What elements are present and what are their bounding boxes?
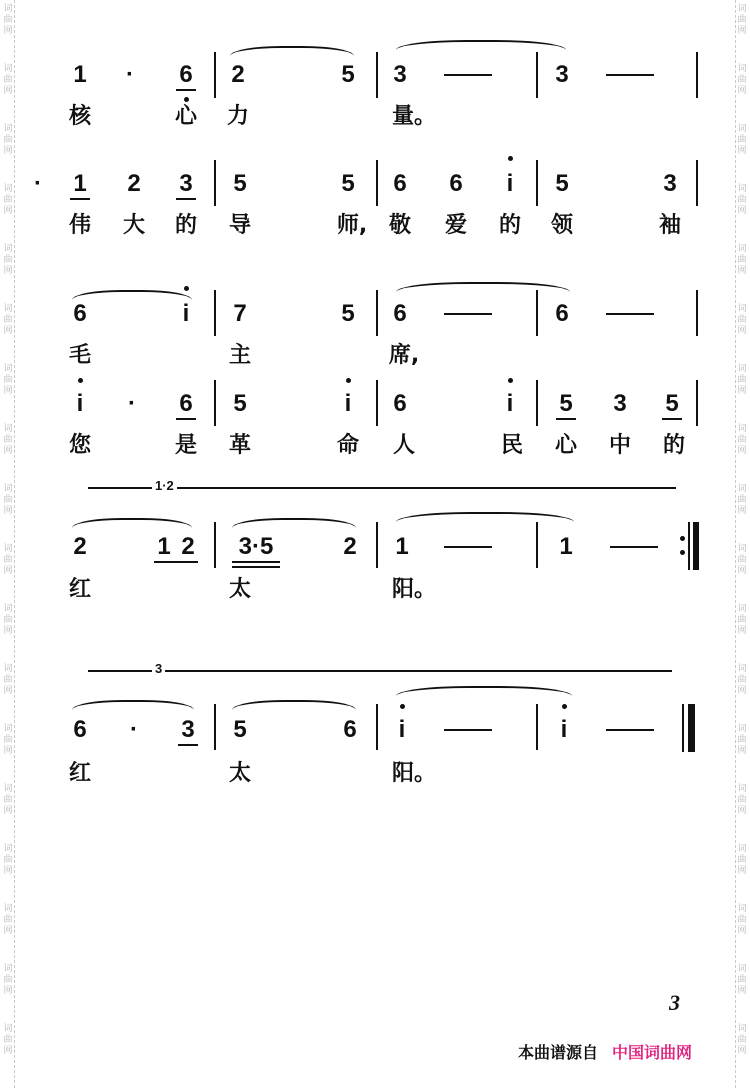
underline-beam bbox=[232, 561, 280, 563]
extension-dash bbox=[444, 74, 492, 76]
watermark-text: 词 曲 网 bbox=[3, 184, 13, 216]
note: 2 bbox=[73, 533, 87, 560]
lyric: 大 bbox=[122, 213, 146, 238]
watermark-text: 词 曲 网 bbox=[3, 784, 13, 816]
note-high-octave: i bbox=[398, 716, 406, 743]
note-high-octave: i bbox=[506, 390, 514, 417]
extension-dash bbox=[444, 729, 492, 731]
underline-beam bbox=[176, 418, 196, 420]
upper-octave-dot bbox=[508, 378, 513, 383]
lyric: 主 bbox=[228, 343, 252, 368]
note: 7 bbox=[233, 300, 247, 327]
note: 5 bbox=[555, 170, 569, 197]
dot-duration: · bbox=[126, 61, 134, 88]
barline bbox=[214, 160, 216, 206]
extension-dash bbox=[444, 546, 492, 548]
lyric: 领 bbox=[550, 213, 574, 238]
note: 1 bbox=[73, 61, 87, 88]
dot-duration: · bbox=[128, 390, 136, 417]
note: 3 bbox=[555, 61, 569, 88]
watermark-text: 词 曲 网 bbox=[3, 724, 13, 756]
watermark-text: 词 曲 网 bbox=[3, 544, 13, 576]
tie bbox=[396, 686, 572, 696]
repeat-barline-thin bbox=[688, 522, 690, 570]
note: 5 bbox=[559, 390, 573, 417]
barline bbox=[214, 380, 216, 426]
barline bbox=[214, 52, 216, 98]
lyric: 的 bbox=[498, 213, 522, 238]
upper-octave-dot bbox=[508, 156, 513, 161]
extension-dash bbox=[606, 313, 654, 315]
watermark-text: 词 曲 网 bbox=[3, 844, 13, 876]
underline-beam-double bbox=[232, 566, 280, 568]
extension-dash bbox=[606, 729, 654, 731]
lyric: 量。 bbox=[391, 104, 437, 129]
watermark-text: 词 曲 网 bbox=[737, 844, 747, 876]
note: 2 bbox=[181, 533, 195, 560]
barline bbox=[536, 290, 538, 336]
upper-octave-dot bbox=[78, 378, 83, 383]
lyric: 席, bbox=[388, 343, 420, 368]
note: 6 bbox=[73, 300, 87, 327]
note: 6 bbox=[179, 61, 193, 88]
barline bbox=[214, 290, 216, 336]
note: 2 bbox=[343, 533, 357, 560]
source-site-link[interactable]: 中国词曲网 bbox=[612, 1043, 693, 1062]
watermark-text: 词 曲 网 bbox=[737, 784, 747, 816]
upper-octave-dot bbox=[400, 704, 405, 709]
watermark-text: 词 曲 网 bbox=[737, 1024, 747, 1056]
watermark-text: 词 曲 网 bbox=[3, 4, 13, 36]
lyric: 心 bbox=[554, 433, 578, 458]
repeat-barline-thick bbox=[693, 522, 699, 570]
lyric: 导 bbox=[228, 213, 252, 238]
watermark-text: 词 曲 网 bbox=[3, 64, 13, 96]
note: 1 bbox=[559, 533, 573, 560]
note: 5 bbox=[665, 390, 679, 417]
dot-duration: · bbox=[130, 716, 138, 743]
note-high-octave: i bbox=[560, 716, 568, 743]
slur bbox=[72, 518, 192, 528]
barline bbox=[696, 380, 698, 426]
watermark-text: 词 曲 网 bbox=[737, 124, 747, 156]
lyric: 革 bbox=[228, 433, 252, 458]
extension-dash bbox=[444, 313, 492, 315]
watermark-text: 词 曲 网 bbox=[3, 364, 13, 396]
pickup-dot: · bbox=[34, 170, 42, 197]
barline bbox=[376, 290, 378, 336]
watermark-text: 词 曲 网 bbox=[737, 304, 747, 336]
upper-octave-dot bbox=[562, 704, 567, 709]
note: 3 bbox=[181, 716, 195, 743]
note: 6 bbox=[449, 170, 463, 197]
note: 2 bbox=[127, 170, 141, 197]
note: 6 bbox=[393, 170, 407, 197]
watermark-text: 词 曲 网 bbox=[3, 1024, 13, 1056]
lyric: 民 bbox=[500, 433, 524, 458]
note: 5 bbox=[233, 390, 247, 417]
slur bbox=[72, 700, 194, 710]
barline bbox=[696, 52, 698, 98]
slur bbox=[72, 290, 192, 300]
watermark-text: 词 曲 网 bbox=[3, 484, 13, 516]
barline bbox=[696, 160, 698, 206]
source-prefix: 本曲谱源自 bbox=[518, 1043, 599, 1062]
watermark-text: 词 曲 网 bbox=[3, 604, 13, 636]
note: 5 bbox=[341, 300, 355, 327]
upper-octave-dot bbox=[184, 286, 189, 291]
barline bbox=[536, 522, 538, 568]
lyric: 阳。 bbox=[391, 761, 437, 786]
volta-bracket bbox=[88, 670, 672, 672]
note: 1 bbox=[73, 170, 87, 197]
lyric: 毛 bbox=[68, 343, 92, 368]
lyric: 太 bbox=[228, 761, 252, 786]
watermark-text: 词 曲 网 bbox=[3, 964, 13, 996]
note: 1 bbox=[395, 533, 409, 560]
watermark-text: 词 曲 网 bbox=[737, 64, 747, 96]
watermark-text: 词 曲 网 bbox=[737, 604, 747, 636]
lyric: 的 bbox=[662, 433, 686, 458]
underline-beam bbox=[176, 89, 196, 91]
barline bbox=[214, 522, 216, 568]
volta-label: 1·2 bbox=[152, 478, 177, 493]
source-credit bbox=[518, 1040, 692, 1063]
note-high-octave: i bbox=[344, 390, 352, 417]
barline bbox=[376, 704, 378, 750]
lyric: 心 bbox=[174, 104, 198, 129]
underline-beam bbox=[70, 198, 90, 200]
tie bbox=[396, 512, 574, 522]
underline-beam bbox=[662, 418, 682, 420]
final-barline-thick bbox=[688, 704, 695, 752]
lyric: 命 bbox=[336, 433, 360, 458]
lyric: 是 bbox=[174, 433, 198, 458]
watermark-text: 词 曲 网 bbox=[737, 184, 747, 216]
watermark-text: 词 曲 网 bbox=[737, 664, 747, 696]
watermark-text: 词 曲 网 bbox=[737, 964, 747, 996]
note: 6 bbox=[393, 390, 407, 417]
lyric: 红 bbox=[68, 577, 92, 602]
barline bbox=[376, 52, 378, 98]
note-high-octave: i bbox=[182, 300, 190, 327]
volta-label: 3 bbox=[152, 661, 165, 676]
lyric: 人 bbox=[392, 433, 416, 458]
note: 5 bbox=[341, 61, 355, 88]
page-number: 3 bbox=[669, 990, 680, 1015]
note: 3 bbox=[393, 61, 407, 88]
tie bbox=[396, 40, 566, 50]
underline-beam bbox=[176, 198, 196, 200]
note: 2 bbox=[231, 61, 245, 88]
note: 5 bbox=[233, 716, 247, 743]
note: 6 bbox=[393, 300, 407, 327]
barline bbox=[536, 160, 538, 206]
watermark-text: 词 曲 网 bbox=[737, 904, 747, 936]
underline-beam bbox=[556, 418, 576, 420]
barline bbox=[696, 290, 698, 336]
underline-beam bbox=[154, 561, 198, 563]
barline bbox=[536, 380, 538, 426]
slur bbox=[232, 518, 356, 528]
watermark-text: 词 曲 网 bbox=[3, 304, 13, 336]
watermark-text: 词 曲 网 bbox=[3, 424, 13, 456]
slur bbox=[230, 46, 354, 56]
underline-beam bbox=[178, 744, 198, 746]
watermark-text: 词 曲 网 bbox=[737, 424, 747, 456]
barline bbox=[536, 704, 538, 750]
watermark-text: 词 曲 网 bbox=[3, 904, 13, 936]
extension-dash bbox=[610, 546, 658, 548]
lyric: 中 bbox=[608, 433, 632, 458]
lyric: 袖 bbox=[658, 213, 682, 238]
repeat-dot bbox=[680, 536, 685, 541]
note: 3 bbox=[613, 390, 627, 417]
lyric: 力 bbox=[226, 104, 250, 129]
watermark-text: 词 曲 网 bbox=[3, 664, 13, 696]
watermark-text: 词 曲 网 bbox=[737, 4, 747, 36]
lyric: 阳。 bbox=[391, 577, 437, 602]
repeat-dot bbox=[680, 550, 685, 555]
note: 6 bbox=[343, 716, 357, 743]
watermark-text: 词 曲 网 bbox=[737, 244, 747, 276]
watermark-text: 词 曲 网 bbox=[3, 244, 13, 276]
final-barline-thin bbox=[682, 704, 684, 752]
lyric: 的 bbox=[174, 213, 198, 238]
barline bbox=[376, 522, 378, 568]
note-high-octave: i bbox=[76, 390, 84, 417]
barline bbox=[376, 160, 378, 206]
slur bbox=[232, 700, 356, 710]
note: 1 bbox=[157, 533, 171, 560]
tie bbox=[396, 282, 570, 292]
lyric: 您 bbox=[68, 433, 92, 458]
watermark-text: 词 曲 网 bbox=[737, 544, 747, 576]
barline bbox=[214, 704, 216, 750]
note: 5 bbox=[233, 170, 247, 197]
note: 6 bbox=[73, 716, 87, 743]
watermark-text: 词 曲 网 bbox=[737, 364, 747, 396]
note: 3·5 bbox=[238, 533, 274, 560]
lyric: 师, bbox=[336, 213, 368, 238]
lyric: 伟 bbox=[68, 213, 92, 238]
watermark-text: 词 曲 网 bbox=[737, 484, 747, 516]
watermark-text: 词 曲 网 bbox=[3, 124, 13, 156]
barline bbox=[536, 52, 538, 98]
lyric: 红 bbox=[68, 761, 92, 786]
note: 6 bbox=[555, 300, 569, 327]
lyric: 爱 bbox=[444, 213, 468, 238]
lower-octave-dot bbox=[184, 97, 189, 102]
lyric: 核 bbox=[68, 104, 92, 129]
note: 3 bbox=[179, 170, 193, 197]
note-high-octave: i bbox=[506, 170, 514, 197]
upper-octave-dot bbox=[346, 378, 351, 383]
lyric: 敬 bbox=[388, 213, 412, 238]
note: 6 bbox=[179, 390, 193, 417]
note: 5 bbox=[341, 170, 355, 197]
barline bbox=[376, 380, 378, 426]
note: 3 bbox=[663, 170, 677, 197]
watermark-text: 词 曲 网 bbox=[737, 724, 747, 756]
extension-dash bbox=[606, 74, 654, 76]
lyric: 太 bbox=[228, 577, 252, 602]
